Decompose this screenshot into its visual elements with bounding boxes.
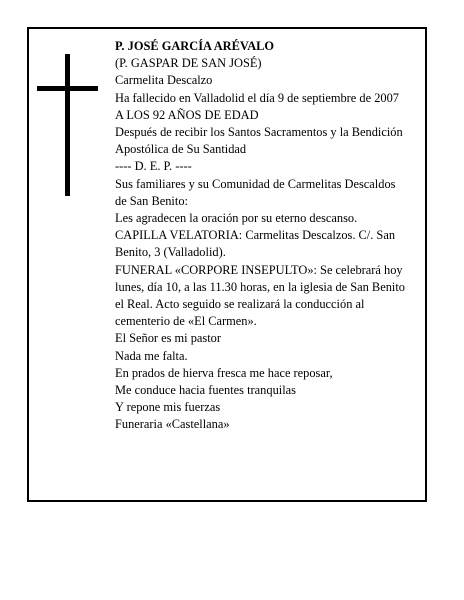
thanks-statement: Les agradecen la oración por su eterno descanso. xyxy=(115,211,358,226)
death-statement: Ha fallecido en Valladolid el día 9 de septiembre de 2007 xyxy=(115,90,399,105)
obituary-text xyxy=(115,38,405,434)
religious-order: Carmelita Descalzo xyxy=(115,73,213,88)
cross-horizontal-bar xyxy=(37,86,98,91)
sacraments-statement: Después de recibir los Santos Sacramentos y la Bendición Apostólica de Su Santidad xyxy=(115,125,403,157)
chapel-info: CAPILLA VELATORIA: Carmelitas Descalzos. C/. San Benito, 3 (Valladolid). xyxy=(115,228,396,260)
funeral-info: FUNERAL «CORPORE INSEPULTO»: Se celebrará hoy lunes, día 10, a las 11.30 horas, en la iglesia de San Benito el Real. Acto seguido se realizará la conducción al cementerio de «El Carmen». xyxy=(115,262,405,329)
psalm-line: Nada me falta. xyxy=(115,348,188,363)
psalm-line: El Señor es mi pastor xyxy=(115,331,221,346)
age-at-death: A LOS 92 AÑOS DE EDAD xyxy=(115,107,259,122)
rest-in-peace: ---- D. E. P. ---- xyxy=(115,159,192,174)
psalm-line: Me conduce hacia fuentes tranquilas xyxy=(115,383,296,398)
deceased-name: P. JOSÉ GARCÍA ARÉVALO xyxy=(115,39,275,53)
psalm-line: En prados de hierva fresca me hace reposar, xyxy=(115,365,333,380)
funeral-home: Funeraria «Castellana» xyxy=(115,417,230,432)
psalm-line: Y repone mis fuerzas xyxy=(115,400,221,415)
family-statement: Sus familiares y su Comunidad de Carmelitas Descaldos de San Benito: xyxy=(115,176,396,208)
cross-vertical-bar xyxy=(65,54,70,196)
religious-name: (P. GASPAR DE SAN JOSÉ) xyxy=(115,56,262,71)
